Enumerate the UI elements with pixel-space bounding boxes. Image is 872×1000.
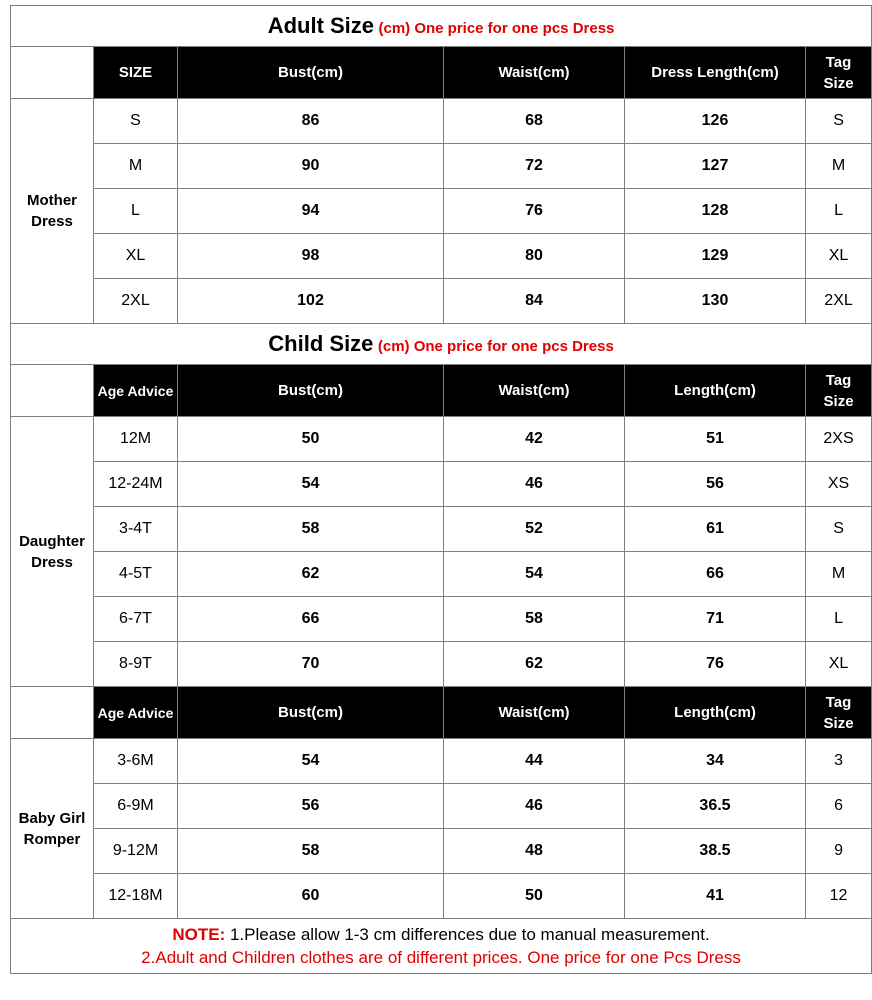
tag-cell: 12: [806, 874, 872, 919]
baby-header-waist: Waist(cm): [444, 687, 625, 739]
length-cell: 76: [625, 642, 806, 687]
table-row: [11, 552, 872, 597]
adult-title-sub: (cm) One price for one pcs Dress: [378, 20, 615, 37]
adult-header-tag: Tag: [825, 53, 852, 71]
bust-cell: 102: [178, 279, 444, 324]
size-cell: XL: [94, 234, 178, 279]
age-cell: 6-9M: [94, 784, 178, 829]
group-label-mother-dress: [11, 99, 94, 324]
length-cell: 130: [625, 279, 806, 324]
waist-cell: 54: [444, 552, 625, 597]
age-cell: 12M: [94, 417, 178, 462]
adult-header-size: SIZE: [94, 47, 178, 99]
age-cell: 12-18M: [94, 874, 178, 919]
bust-cell: 58: [178, 507, 444, 552]
bust-cell: 58: [178, 829, 444, 874]
table-row: [11, 507, 872, 552]
tag-cell: M: [806, 552, 872, 597]
waist-cell: 50: [444, 874, 625, 919]
child-header-bust: Bust(cm): [178, 365, 444, 417]
child-title-main: Child Size: [268, 331, 374, 356]
bust-cell: 54: [178, 462, 444, 507]
tag-cell: XS: [806, 462, 872, 507]
table-row: [11, 784, 872, 829]
table-row: [11, 189, 872, 234]
table-row: [11, 642, 872, 687]
table-row: [11, 874, 872, 919]
tag-cell: 9: [806, 829, 872, 874]
tag-cell: 2XS: [806, 417, 872, 462]
table-row: [11, 234, 872, 279]
length-cell: 126: [625, 99, 806, 144]
baby-header-tag: Tag: [825, 693, 852, 711]
size-cell: S: [94, 99, 178, 144]
age-cell: 4-5T: [94, 552, 178, 597]
size-cell: L: [94, 189, 178, 234]
tag-cell: L: [806, 597, 872, 642]
length-cell: 66: [625, 552, 806, 597]
group-label-line: Romper: [23, 830, 81, 848]
waist-cell: 46: [444, 784, 625, 829]
adult-size-title: [11, 6, 872, 47]
waist-cell: 84: [444, 279, 625, 324]
tag-cell: S: [806, 507, 872, 552]
waist-cell: 80: [444, 234, 625, 279]
adult-header-blank: [11, 47, 94, 99]
child-title-sub: (cm) One price for one pcs Dress: [377, 338, 614, 355]
table-row: [11, 99, 872, 144]
table-row: [11, 829, 872, 874]
age-cell: 12-24M: [94, 462, 178, 507]
waist-cell: 42: [444, 417, 625, 462]
note-line-2: 2.Adult and Children clothes are of different prices. One price for one Pcs Dress: [141, 948, 741, 967]
length-cell: 56: [625, 462, 806, 507]
table-row: [11, 597, 872, 642]
tag-cell: S: [806, 99, 872, 144]
tag-cell: L: [806, 189, 872, 234]
group-label-line: Mother: [27, 192, 77, 209]
bust-cell: 70: [178, 642, 444, 687]
adult-title-main: Adult Size: [267, 13, 375, 38]
note-box: [11, 919, 872, 974]
table-row: [11, 462, 872, 507]
baby-header-blank: [11, 687, 94, 739]
tag-cell: 6: [806, 784, 872, 829]
waist-cell: 58: [444, 597, 625, 642]
tag-cell: M: [806, 144, 872, 189]
length-cell: 51: [625, 417, 806, 462]
child-header-waist: Waist(cm): [444, 365, 625, 417]
baby-header-tag-size: [806, 687, 872, 739]
size-chart-table: [10, 5, 872, 974]
tag-cell: XL: [806, 642, 872, 687]
waist-cell: 48: [444, 829, 625, 874]
baby-header-age: Age Advice: [94, 687, 178, 739]
tag-cell: 3: [806, 739, 872, 784]
waist-cell: 68: [444, 99, 625, 144]
waist-cell: 46: [444, 462, 625, 507]
table-row: [11, 144, 872, 189]
adult-header-tag-size-word: Size: [823, 74, 854, 92]
group-label-line: Dress: [31, 553, 73, 571]
tag-cell: XL: [806, 234, 872, 279]
note-text-1: 1.Please allow 1-3 cm differences due to manual measurement.: [225, 925, 710, 944]
group-label-baby-girl-romper: [11, 739, 94, 919]
adult-header-waist: Waist(cm): [444, 47, 625, 99]
length-cell: 61: [625, 507, 806, 552]
child-header-blank: [11, 365, 94, 417]
child-header-tag-size: [806, 365, 872, 417]
age-cell: 3-4T: [94, 507, 178, 552]
table-row: [11, 739, 872, 784]
baby-header-bust: Bust(cm): [178, 687, 444, 739]
bust-cell: 50: [178, 417, 444, 462]
child-header-length: Length(cm): [625, 365, 806, 417]
child-header-tag-size-word: Size: [823, 392, 854, 410]
length-cell: 41: [625, 874, 806, 919]
age-cell: 6-7T: [94, 597, 178, 642]
bust-cell: 62: [178, 552, 444, 597]
waist-cell: 52: [444, 507, 625, 552]
table-row: [11, 279, 872, 324]
child-header-row: [11, 365, 872, 417]
age-cell: 9-12M: [94, 829, 178, 874]
adult-header-tag-size: [806, 47, 872, 99]
group-label-daughter-dress: [11, 417, 94, 687]
tag-cell: 2XL: [806, 279, 872, 324]
baby-header-length: Length(cm): [625, 687, 806, 739]
table-row: [11, 417, 872, 462]
child-header-age: Age Advice: [94, 365, 178, 417]
bust-cell: 60: [178, 874, 444, 919]
group-label-line: Baby Girl: [18, 809, 86, 827]
bust-cell: 90: [178, 144, 444, 189]
child-size-title: [11, 324, 872, 365]
child-header-tag: Tag: [825, 371, 852, 389]
adult-header-length: Dress Length(cm): [625, 47, 806, 99]
adult-header-bust: Bust(cm): [178, 47, 444, 99]
length-cell: 71: [625, 597, 806, 642]
bust-cell: 66: [178, 597, 444, 642]
baby-header-row: [11, 687, 872, 739]
waist-cell: 76: [444, 189, 625, 234]
age-cell: 3-6M: [94, 739, 178, 784]
bust-cell: 94: [178, 189, 444, 234]
bust-cell: 54: [178, 739, 444, 784]
age-cell: 8-9T: [94, 642, 178, 687]
bust-cell: 86: [178, 99, 444, 144]
size-cell: 2XL: [94, 279, 178, 324]
bust-cell: 98: [178, 234, 444, 279]
note-line-1: [11, 923, 871, 946]
note-prefix: NOTE:: [172, 925, 226, 944]
group-label-line: Daughter: [19, 532, 85, 550]
size-chart: [10, 5, 854, 974]
adult-header-row: [11, 47, 872, 99]
length-cell: 34: [625, 739, 806, 784]
bust-cell: 56: [178, 784, 444, 829]
length-cell: 128: [625, 189, 806, 234]
waist-cell: 72: [444, 144, 625, 189]
length-cell: 129: [625, 234, 806, 279]
size-cell: M: [94, 144, 178, 189]
length-cell: 127: [625, 144, 806, 189]
waist-cell: 44: [444, 739, 625, 784]
length-cell: 36.5: [625, 784, 806, 829]
waist-cell: 62: [444, 642, 625, 687]
length-cell: 38.5: [625, 829, 806, 874]
group-label-line: Dress: [31, 213, 73, 230]
baby-header-tag-size-word: Size: [823, 714, 854, 732]
